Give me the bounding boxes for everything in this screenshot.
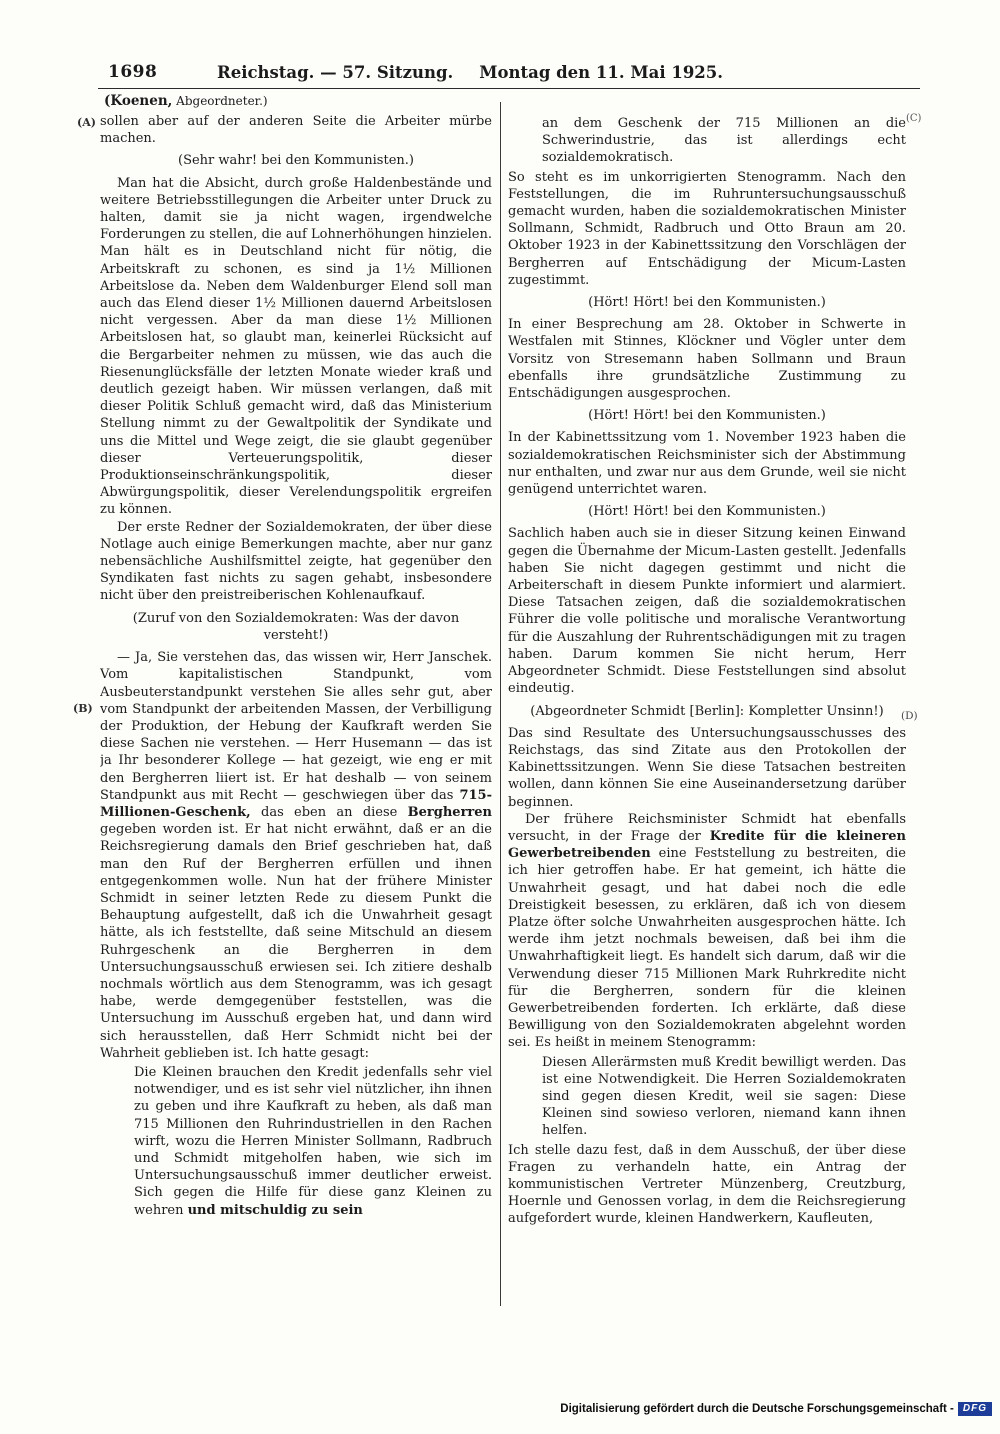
text-run: (Zuruf von den Sozialdemokraten: Was der davon versteht!) (132, 610, 460, 643)
text-run: gegeben worden ist. Er hat nicht erwähnt, daß er an die Reichsregierung damals den Brief geschrieben hat, daß man den Ruf der Bergherren erfüllen und ihnen entgegenkommen wolle. Nun hat der frühere Minister Schmidt in seiner letzten Rede zu diesem Punkt die Behauptung aufgestellt, daß ich die Unwahrheit gesagt hätte, als ich feststellte, daß seine Mitschuld an diesem Ruhrgeschenk an die Bergherren in dem Untersuchungsausschuß erwiesen sei. Ich zitiere deshalb nochmals wörtlich aus dem Stenogramm, was ich gesagt habe, werde demgegenüber feststellen, was die Untersuchung im Ausschuß ergeben hat, und dann wird sich herausstellen, daß Herr Schmidt nicht bei der Wahrheit geblieben ist. Ich hatte gesagt: (100, 822, 492, 1061)
text-run: In einer Besprechung am 28. Oktober in Schwerte in Westfalen mit Stinnes, Klöckner und Vögler unter dem Vorsitz von Stresemann haben Sollmann und Braun ebenfalls ihre grundsätzliche Zustimmung zu Entschädigungen ausgesprochen. (508, 317, 906, 402)
footer (560, 1402, 992, 1416)
paragraph (508, 407, 906, 424)
text-run: sollen aber auf der anderen Seite die Arbeiter mürbe machen. (100, 114, 492, 147)
column-divider (500, 102, 501, 1306)
text-run: So steht es im unkorrigierten Stenogramm. Nach den Feststellungen, die im Ruhruntersuchungsausschuß gemacht wurden, haben die sozialdemokratischen Minister Sollmann, Schmidt, Radbruch und Otto Braun am 20. Oktober 1923 in der Kabinettssitzung den Vorschlägen der Bergherren auf Entschädigung der Micum-Lasten zugestimmt. (508, 169, 906, 288)
text-run: Das sind Resultate des Untersuchungsausschusses des Reichstags, das sind Zitate aus den Protokollen der Kabinettssitzungen. Wenn Sie diese Tatsachen bestreiten wollen, dann können Sie eine Auseinandersetzung darüber beginnen. (508, 725, 906, 810)
emphasized-text: Bergherren (407, 804, 492, 820)
left-column (100, 113, 492, 1309)
speaker-name: (Koenen, (104, 93, 173, 109)
paragraph (508, 1142, 906, 1228)
paragraph (508, 169, 906, 289)
paragraph (134, 1064, 492, 1219)
paragraph (508, 811, 906, 1052)
paragraph (508, 525, 906, 697)
emphasized-text: und mitschuldig zu sein (187, 1202, 363, 1218)
text-run: Diesen Allerärmsten muß Kredit bewilligt werden. Das ist eine Notwendigkeit. Die Herren Sozialdemokraten sind gegen diesen Kredit, weil sie sagen: Diese Kleinen sind sowieso verloren, niemand kann ihnen helfen. (542, 1054, 906, 1139)
page-number: 1698 (108, 62, 158, 82)
text-run: Sachlich haben auch sie in dieser Sitzung keinen Einwand gegen die Übernahme der Micum-Lasten gestellt. Jedenfalls haben Sie nicht dagegen gestimmt und nicht die Arbeiterschaft in diesem Punkte informiert und alarmiert. Diese Tatsachen zeigen, daß die sozialdemokratischen Führer die volle politische und moralische Verantwortung für die Auszahlung der Ruhrentschädigungen mit zu tragen haben. Darum kommen Sie nicht herum, Herr Abgeordneter Schmidt. Diese Feststellungen sind absolut eindeutig. (508, 526, 906, 697)
text-run: Man hat die Absicht, durch große Haldenbestände und weitere Betriebsstillegungen die Arbeiter unter Druck zu halten, damit sie ja nicht wagen, irgendwelche Forderungen zu stellen, die auf Lohnerhöhungen hinzielen. Man hält es in Deutschland nicht für nötig, die Arbeitskraft zu schonen, es sind ja 1½ Millionen Arbeitslose da. Neben dem Waldenburger Elend soll man auch das Elend dieser 1½ Millionen dauernd Arbeitslosen nicht vergessen. Aber da man diese 1½ Millionen Arbeitslosen hat, so glaubt man, keinerlei Rücksicht auf die Bergarbeiter nehmen zu müssen, wie das auch die Riesenunglücksfälle der letzten Monate wieder kraß und deutlich gezeigt haben. Wir müssen verlangen, daß mit dieser Politik Schluß gemacht wird, daß das Ministerium Stellung nimmt zu der Gewaltpolitik der Syndikate und uns die Mittel und Wege zeigt, die sie glaubt gegenüber dieser Verteuerungspolitik, dieser Produktionseinschränkungspolitik, dieser Abwürgungspolitik, dieser Verelendungspolitik ergreifen zu können. (100, 175, 492, 518)
paragraph (100, 113, 492, 147)
paragraph (508, 316, 906, 402)
session-date: Montag den 11. Mai 1925. (479, 63, 724, 82)
paragraph (508, 725, 906, 811)
paragraph (100, 610, 492, 644)
header-title (0, 63, 940, 82)
text-run: an dem Geschenk der 715 Millionen an die Schwerindustrie, das ist allerdings echt sozialdemokratisch. (542, 116, 906, 166)
text-run: In der Kabinettssitzung vom 1. November 1923 haben die sozialdemokratischen Reichsminister sich der Abstimmung nur enthalten, und zwar nur aus dem Grunde, weil sie nicht genügend unterrichtet waren. (508, 430, 906, 498)
speaker-role: Abgeordneter.) (172, 94, 268, 108)
margin-marker-a: (A) (77, 116, 96, 129)
text-run: (Abgeordneter Schmidt [Berlin]: Kompletter Unsinn!) (530, 703, 884, 719)
text-run: (Hört! Hört! bei den Kommunisten.) (588, 408, 826, 424)
margin-marker-b: (B) (73, 702, 93, 715)
text-run: Der frühere Reichsminister Schmidt hat ebenfalls versucht, in der Frage der (508, 811, 906, 844)
text-run: (Hört! Hört! bei den Kommunisten.) (588, 504, 826, 520)
paragraph (100, 152, 492, 169)
margin-marker-d: (D) (901, 710, 918, 722)
paragraph (508, 294, 906, 311)
paragraph (508, 703, 906, 720)
dfg-logo: DFG (958, 1402, 992, 1416)
text-run: — Ja, Sie verstehen das, das wissen wir, Herr Janschek. Vom kapitalistischen Standpunkt, vom Ausbeuterstandpunkt verstehen Sie alles sehr gut, aber vom Standpunkt der arbeitenden Massen, der Verbilligung der Produktion, der Hebung der Kaufkraft werden Sie diese Sachen nie verstehen. — Herr Husemann — das ist ja Ihr besonderer Kollege — hat gezeigt, wie eng er mit den Bergherren liiert ist. Er hat deshalb — von seinem Standpunkt aus mit Recht — geschwiegen über das (100, 650, 492, 803)
text-run: (Hört! Hört! bei den Kommunisten.) (588, 295, 826, 311)
emphasized-text: 715-Millionen-Geschenk, (100, 787, 492, 820)
header-rule (98, 88, 920, 89)
speaker-note (104, 93, 268, 109)
session-title: Reichstag. — 57. Sitzung. (216, 63, 454, 82)
text-run: Der erste Redner der Sozialdemokraten, der über diese Notlage auch einige Bemerkungen machte, aber nur ganz nebensächliche Aushilfsmittel zeigte, hat gegenüber den Syndikaten fast nichts zu sagen gehabt, insbesondere nicht über den preistreiberischen Kohlenaufkauf. (100, 519, 492, 604)
text-run: das eben an diese (250, 804, 408, 820)
paragraph (100, 175, 492, 519)
right-column (508, 113, 906, 1309)
paragraph (100, 519, 492, 605)
text-run: Die Kleinen brauchen den Kredit jedenfalls sehr viel notwendiger, und es ist sehr viel nützlicher, ihn ihnen zu geben und ihre Kaufkraft zu heben, als daß man 715 Millionen den Ruhrindustriellen in den Rachen wirft, wozu die Herren Minister Sollmann, Radbruch und Schmidt mitgeholfen haben, wie sich im Untersuchungsausschuß immer deutlicher erweist. Sich gegen die Hilfe für diese ganz Kleinen zu wehren (134, 1064, 492, 1218)
text-run: Ich stelle dazu fest, daß in dem Ausschuß, der über diese Fragen zu verhandeln hatte, ein Antrag der kommunistischen Vertreter Münzenberg, Creutzburg, Hoernle und Genossen vorlag, in dem die Reichsregierung aufgefordert wurde, kleinen Handwerkern, Kaufleuten, (508, 1142, 906, 1227)
paragraph (542, 1054, 906, 1140)
footer-credit: Digitalisierung gefördert durch die Deutsche Forschungsgemeinschaft - (560, 1403, 954, 1415)
paragraph (542, 115, 906, 167)
paragraph (508, 429, 906, 498)
emphasized-text: Kredite für die kleineren Gewerbetreibenden (508, 828, 906, 862)
paragraph (508, 503, 906, 520)
text-run: eine Feststellung zu bestreiten, die ich hier getroffen habe. Er hat gemeint, ich hätte die Unwahrheit gesagt, und hat dabei noch die edle Dreistigkeit besessen, zu erklären, daß ich von diesem Platze öfter solche Unwahrheiten ausgesprochen hätte. Ich werde ihm jetzt nochmals beweisen, daß bei ihm die Unwahrhaftigkeit liegt. Es handelt sich darum, daß wir die Verwendung dieser 715 Millionen Mark Ruhrkredite nicht für die Bergherren, sondern für die kleinen Gewerbetreibenden forderten. Ich erklärte, daß diese Bewilligung von den Sozialdemokraten abgelehnt worden sei. Es heißt in meinem Stenogramm: (508, 846, 906, 1051)
text-run: (Sehr wahr! bei den Kommunisten.) (178, 153, 414, 169)
paragraph (100, 649, 492, 1062)
margin-marker-c: (C) (906, 113, 922, 124)
